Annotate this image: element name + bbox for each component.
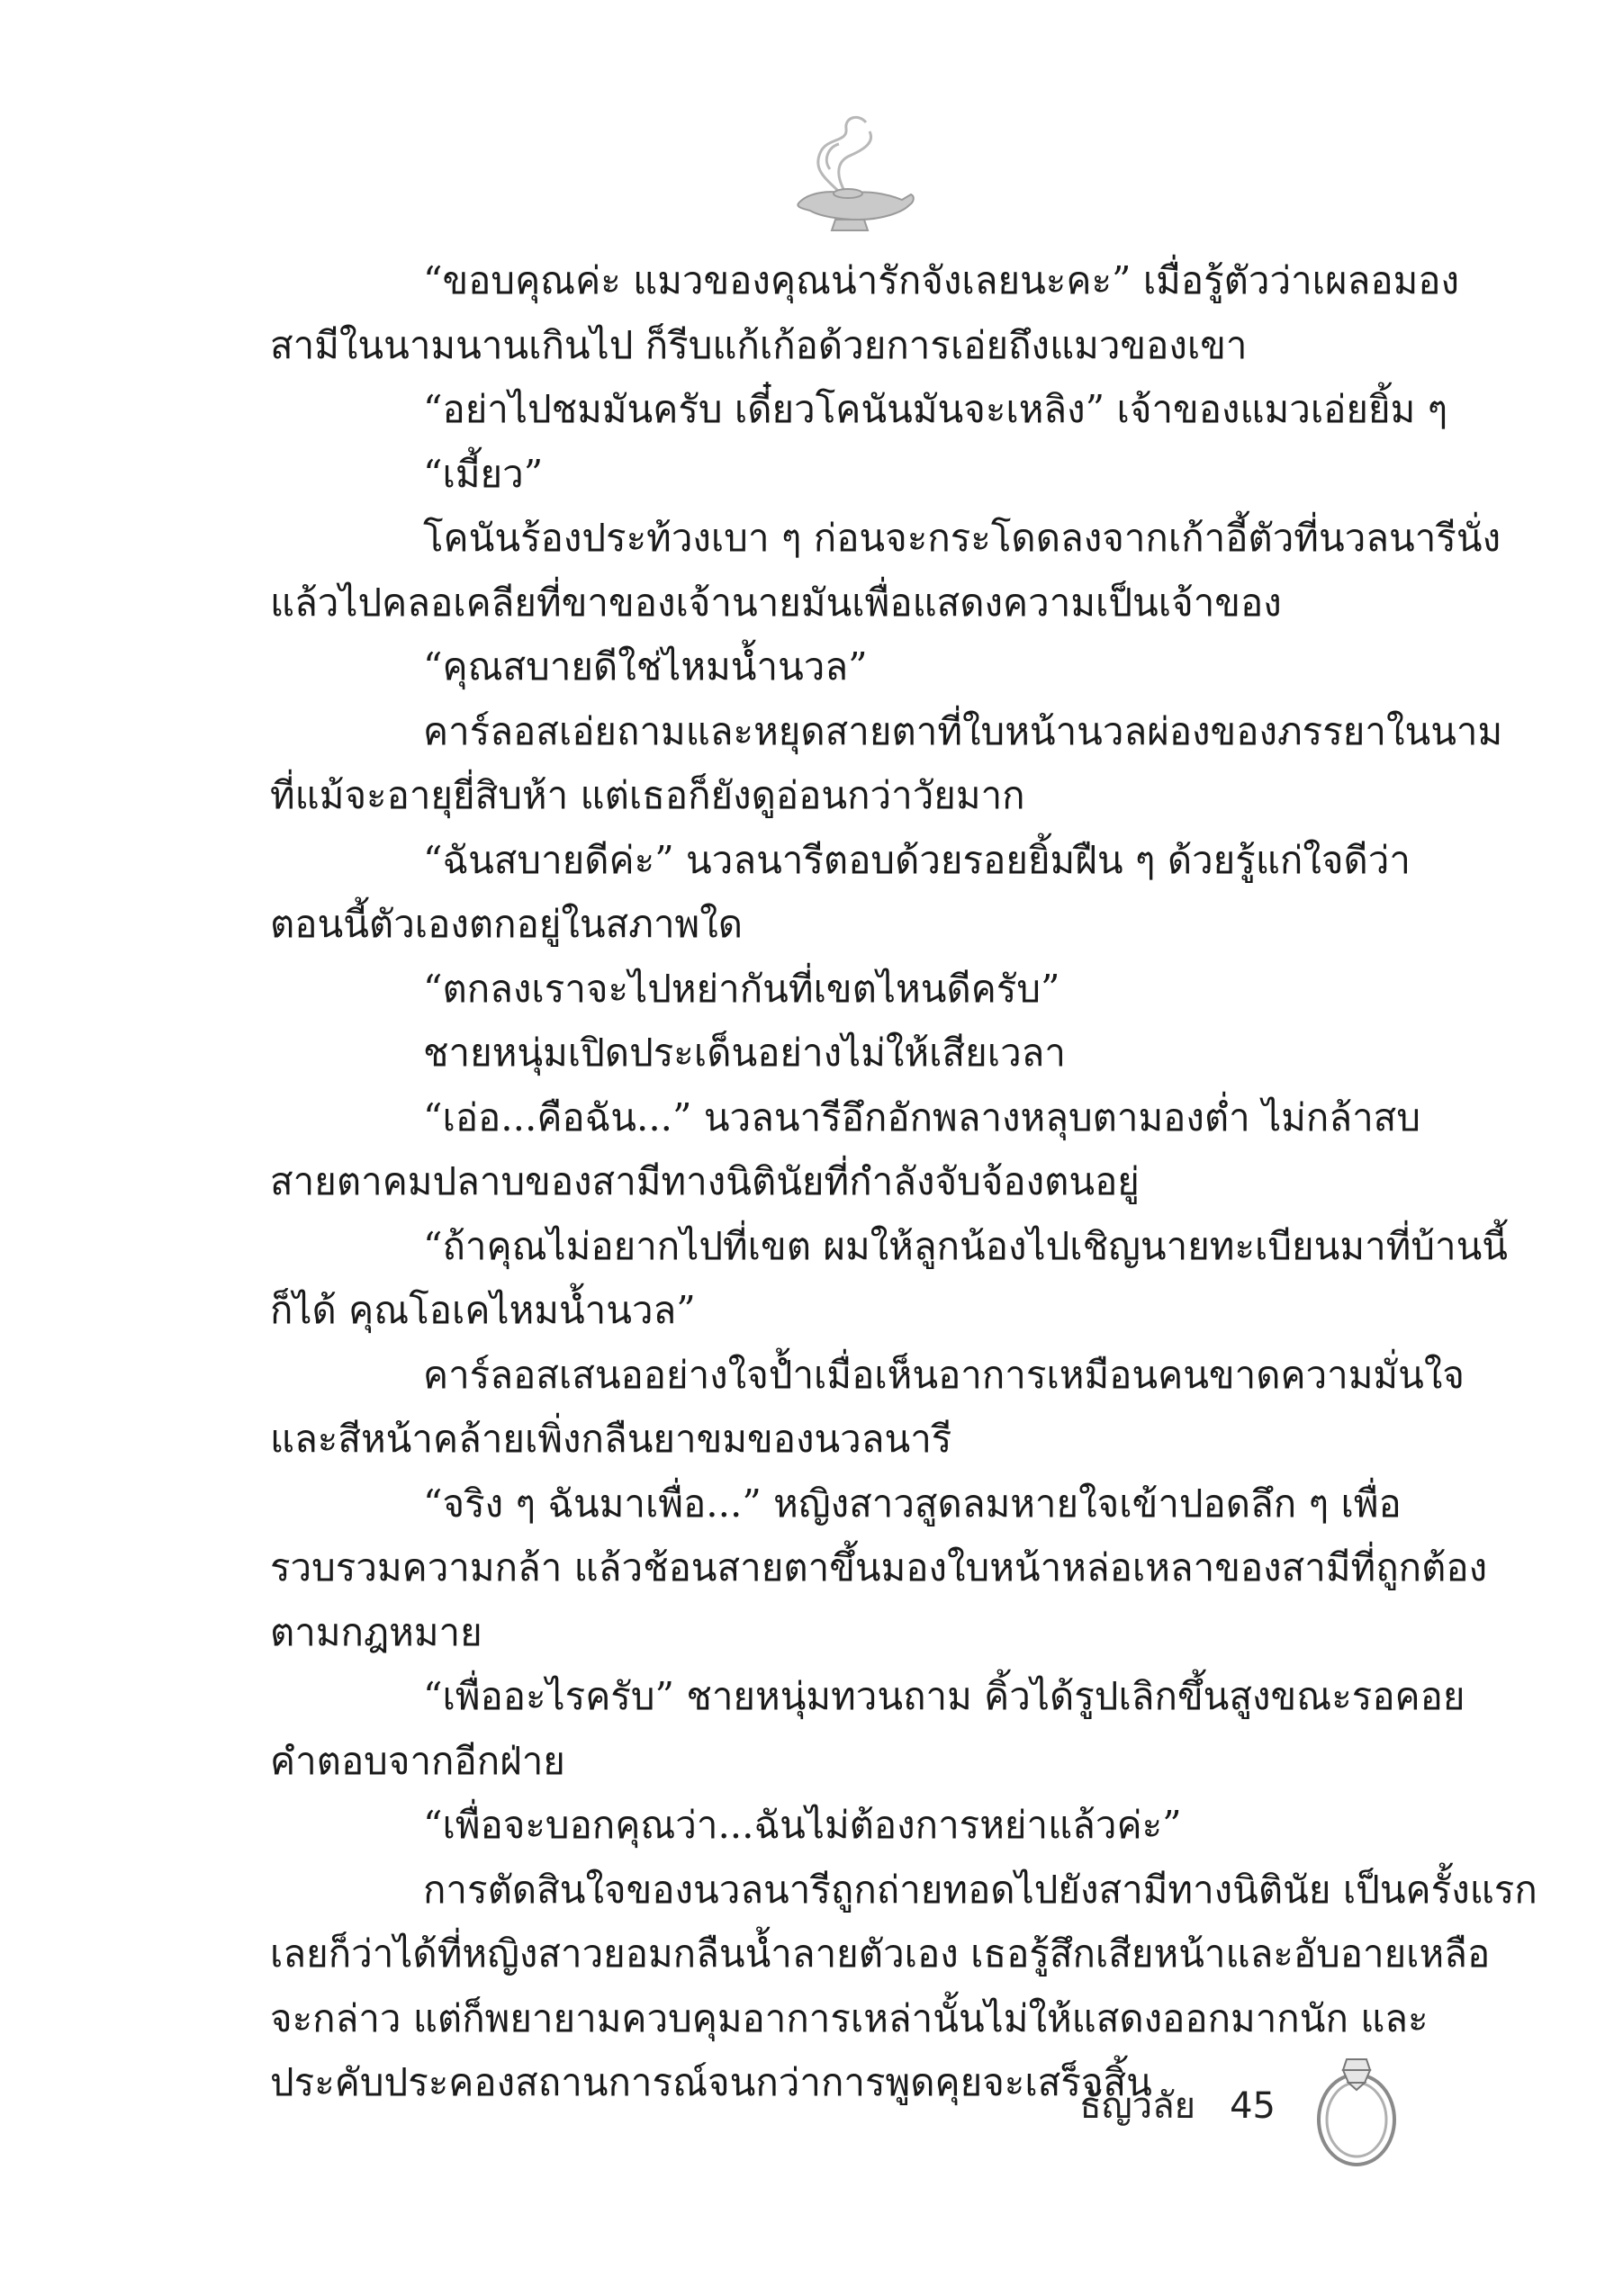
text-line: คาร์ลอสเอ่ยถามและหยุดสายตาที่ใบหน้านวลผ่องของภรรยาในนาม: [423, 708, 1503, 753]
chapter-text: [270, 248, 1537, 2115]
text-line: รวบรวมความกล้า แล้วช้อนสายตาขึ้นมองใบหน้าหล่อเหลาของสามีที่ถูกต้อง: [270, 1545, 1488, 1589]
text-line: “ถ้าคุณไม่อยากไปที่เขต ผมให้ลูกน้องไปเชิญนายทะเบียนมาที่บ้านนี้: [423, 1223, 1508, 1268]
text-line: แล้วไปคลอเคลียที่ขาของเจ้านายมันเพื่อแสดงความเป็นเจ้าของ: [270, 580, 1282, 625]
text-line: และสีหน้าคล้ายเพิ่งกลืนยาขมของนวลนารี: [270, 1417, 952, 1461]
text-line: “เพื่อจะบอกคุณว่า...ฉันไม่ต้องการหย่าแล้วค่ะ”: [423, 1803, 1182, 1847]
text-line: คำตอบจากอีกฝ่าย: [270, 1738, 565, 1783]
text-line: “เพื่ออะไรครับ” ชายหนุ่มทวนถาม คิ้วได้รูปเลิกขึ้นสูงขณะรอคอย: [423, 1674, 1465, 1718]
text-line: คาร์ลอสเสนออย่างใจป้ำเมื่อเห็นอาการเหมือนคนขาดความมั่นใจ: [423, 1352, 1465, 1397]
text-line: การตัดสินใจของนวลนารีถูกถ่ายทอดไปยังสามีทางนิตินัย เป็นครั้งแรก: [423, 1867, 1537, 1912]
text-line: ตามกฎหมาย: [270, 1609, 482, 1654]
diamond-ring-icon: [1307, 2043, 1406, 2174]
text-line: “เมี้ยว”: [423, 451, 544, 496]
text-line: โคนันร้องประท้วงเบา ๆ ก่อนจะกระโดดลงจากเก้าอี้ตัวที่นวลนารีนั่ง: [423, 516, 1501, 560]
text-line: ก็ได้ คุณโอเคไหมน้ำนวล”: [270, 1288, 696, 1332]
text-line: “ขอบคุณค่ะ แมวของคุณน่ารักจังเลยนะคะ” เมื่อรู้ตัวว่าเผลอมอง: [423, 258, 1460, 302]
text-line: “คุณสบายดีใช่ไหมน้ำนวล”: [423, 644, 868, 689]
page-number: 45: [1230, 2085, 1276, 2127]
text-line: สามีในนามนานเกินไป ก็รีบแก้เก้อด้วยการเอ่ยถึงแมวของเขา: [270, 322, 1248, 367]
author-name: ธัญวลัย: [1079, 2085, 1196, 2127]
text-line: “อย่าไปชมมันครับ เดี๋ยวโคนันมันจะเหลิง” เจ้าของแมวเอ่ยยิ้ม ๆ: [423, 387, 1448, 431]
text-line: ตอนนี้ตัวเองตกอยู่ในสภาพใด: [270, 902, 743, 946]
text-line: ประคับประคองสถานการณ์จนกว่าการพูดคุยจะเสร็จสิ้น: [270, 2060, 1152, 2104]
text-line: “ฉันสบายดีค่ะ” นวลนารีตอบด้วยรอยยิ้มฝืน ๆ ด้วยรู้แก่ใจดีว่า: [423, 837, 1411, 882]
text-line: “เอ่อ...คือฉัน...” นวลนารีอึกอักพลางหลุบตามองต่ำ ไม่กล้าสบ: [423, 1094, 1420, 1139]
text-line: สายตาคมปลาบของสามีทางนิตินัยที่กำลังจับจ้องตนอยู่: [270, 1159, 1140, 1203]
text-line: ที่แม้จะอายุยี่สิบห้า แต่เธอก็ยังดูอ่อนกว่าวัยมาก: [270, 773, 1025, 817]
text-line: จะกล่าว แต่ก็พยายามควบคุมอาการเหล่านั้นไม่ให้แสดงออกมากนัก และ: [270, 1995, 1429, 2040]
text-line: “ตกลงเราจะไปหย่ากันที่เขตไหนดีครับ”: [423, 966, 1060, 1011]
page-footer: [1079, 2079, 1276, 2133]
text-line: “จริง ๆ ฉันมาเพื่อ...” หญิงสาวสูดลมหายใจเข้าปอดลึก ๆ เพื่อ: [423, 1481, 1402, 1526]
text-line: เลยก็ว่าได้ที่หญิงสาวยอมกลืนน้ำลายตัวเอง เธอรู้สึกเสียหน้าและอับอายเหลือ: [270, 1931, 1491, 1976]
text-line: ชายหนุ่มเปิดประเด็นอย่างไม่ให้เสียเวลา: [423, 1031, 1066, 1075]
genie-lamp-icon: [776, 106, 920, 241]
